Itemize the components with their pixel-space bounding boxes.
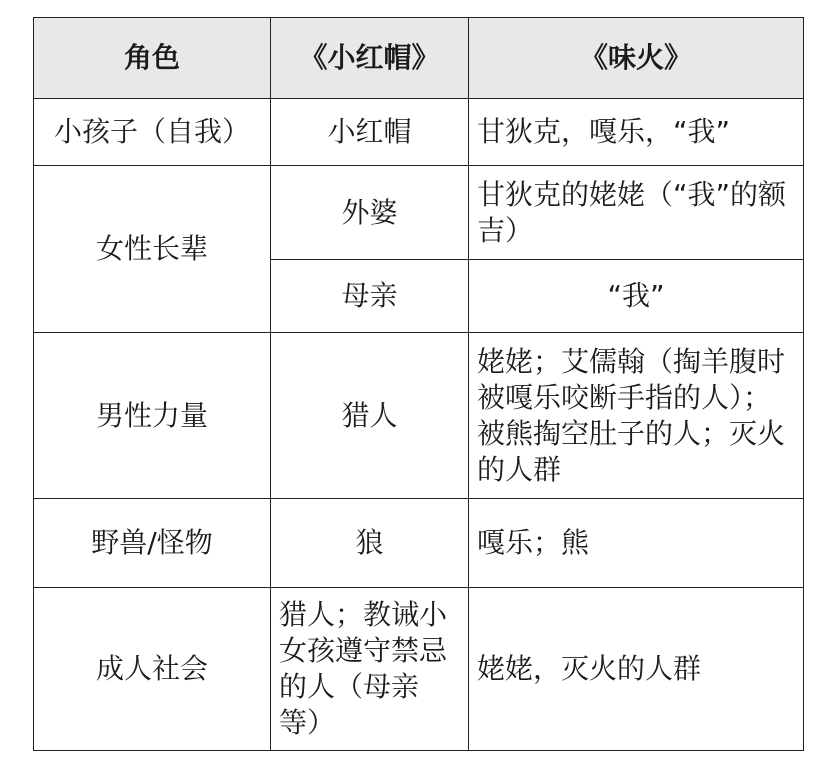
table-row <box>34 499 804 588</box>
role-cell: 野兽/怪物 <box>34 499 271 588</box>
red-cell: 猎人 <box>271 333 469 499</box>
fire-cell: 嘎乐；熊 <box>469 499 804 588</box>
red-cell: 狼 <box>271 499 469 588</box>
table-row <box>34 333 804 499</box>
red-cell: 猎人；教诫小女孩遵守禁忌的人（母亲等） <box>271 588 469 751</box>
table-row <box>34 588 804 751</box>
role-cell: 成人社会 <box>34 588 271 751</box>
fire-cell: “我” <box>469 260 804 333</box>
table-row <box>34 166 804 260</box>
red-cell: 母亲 <box>271 260 469 333</box>
header-taste-fire: 《味火》 <box>469 18 804 99</box>
fire-cell: 姥姥；艾儒翰（掏羊腹时被嘎乐咬断手指的人）；被熊掏空肚子的人；灭火的人群 <box>469 333 804 499</box>
fire-cell: 甘狄克的姥姥（“我”的额吉） <box>469 166 804 260</box>
table-row <box>34 99 804 166</box>
red-cell: 小红帽 <box>271 99 469 166</box>
red-cell: 外婆 <box>271 166 469 260</box>
header-row <box>34 18 804 99</box>
header-role: 角色 <box>34 18 271 99</box>
role-cell: 男性力量 <box>34 333 271 499</box>
comparison-table <box>33 17 804 751</box>
header-little-red-riding-hood: 《小红帽》 <box>271 18 469 99</box>
role-cell: 小孩子（自我） <box>34 99 271 166</box>
fire-cell: 甘狄克，嘎乐，“我” <box>469 99 804 166</box>
fire-cell: 姥姥，灭火的人群 <box>469 588 804 751</box>
role-cell: 女性长辈 <box>34 166 271 333</box>
